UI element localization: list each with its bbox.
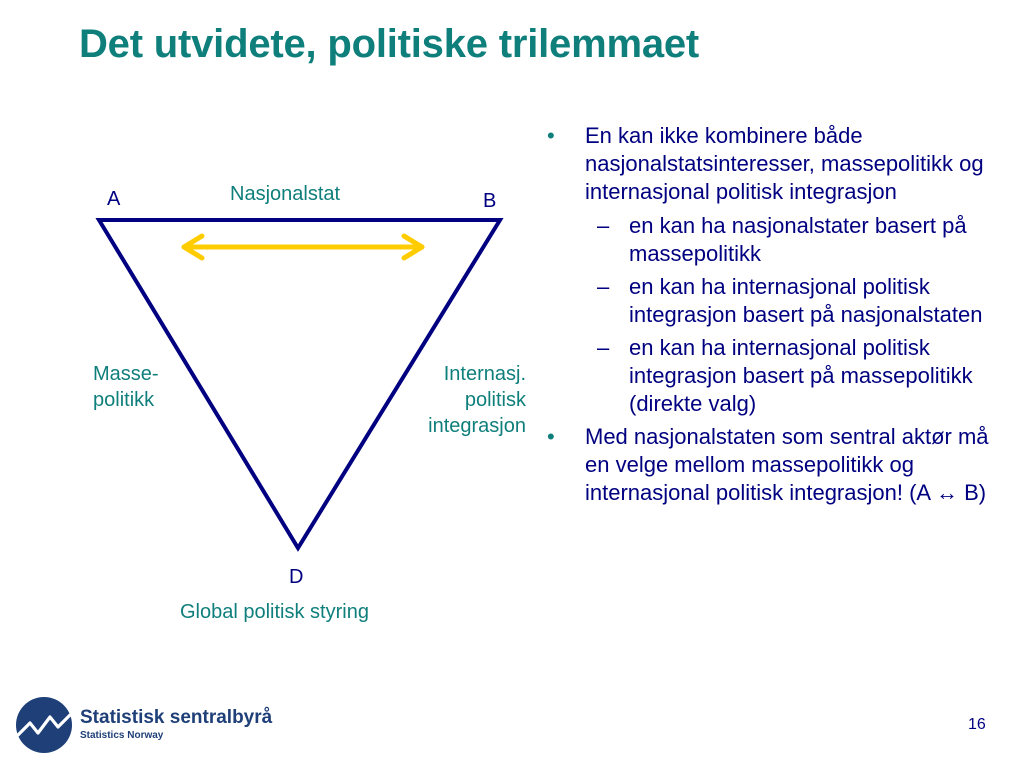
label-massepolitikk-line1: Masse- bbox=[93, 363, 159, 385]
bullet-list bbox=[545, 122, 1005, 513]
vertex-a-label: A bbox=[107, 188, 121, 210]
double-arrow-icon bbox=[184, 236, 422, 258]
sub-bullet-text: en kan ha internasjonal politisk integrasjon basert på nasjonalstaten bbox=[629, 274, 983, 327]
sub-bullet-text: en kan ha internasjonal politisk integrasjon basert på massepolitikk (direkte valg) bbox=[629, 335, 973, 416]
trilemma-diagram bbox=[0, 0, 560, 640]
vertex-b-label: B bbox=[483, 190, 497, 212]
sub-bullet-item-1 bbox=[545, 212, 1005, 268]
label-nasjonalstat: Nasjonalstat bbox=[230, 183, 341, 205]
bullet-item-1 bbox=[545, 122, 1005, 206]
logo-subtitle: Statistics Norway bbox=[80, 730, 164, 741]
bullet-marker: • bbox=[547, 123, 555, 148]
label-internasjonal-line1: Internasj. bbox=[443, 363, 526, 385]
sub-bullet-text: en kan ha nasjonalstater basert på massepolitikk bbox=[629, 213, 967, 266]
sub-bullet-item-2 bbox=[545, 273, 1005, 329]
bullet-marker: • bbox=[547, 424, 555, 449]
dash-marker: – bbox=[597, 274, 610, 299]
bullet-text: En kan ikke kombinere både nasjonalstatsinteresser, massepolitikk og internasjonal politisk integrasjon bbox=[585, 123, 984, 204]
sub-bullet-item-3 bbox=[545, 334, 1005, 418]
label-massepolitikk bbox=[93, 361, 159, 413]
slide-title: Det utvidete, politiske trilemmaet bbox=[79, 22, 700, 66]
label-internasjonal-line2: politisk bbox=[464, 389, 526, 411]
ssb-logo-icon bbox=[14, 695, 74, 755]
vertex-d-label: D bbox=[289, 566, 304, 588]
dash-marker: – bbox=[597, 335, 610, 360]
bullet-text: Med nasjonalstaten som sentral aktør må en velge mellom massepolitikk og internasjonal politisk integrasjon! (A ↔ B) bbox=[585, 424, 989, 505]
page-number: 16 bbox=[968, 716, 986, 733]
bullet-item-2 bbox=[545, 423, 1005, 507]
label-massepolitikk-line2: politikk bbox=[93, 389, 155, 411]
label-internasjonal-line3: integrasjon bbox=[428, 415, 526, 437]
label-global-styring: Global politisk styring bbox=[180, 601, 369, 623]
label-internasjonal-integrasjon bbox=[398, 361, 526, 439]
dash-marker: – bbox=[597, 213, 610, 238]
logo-name: Statistisk sentralbyrå bbox=[80, 707, 273, 728]
